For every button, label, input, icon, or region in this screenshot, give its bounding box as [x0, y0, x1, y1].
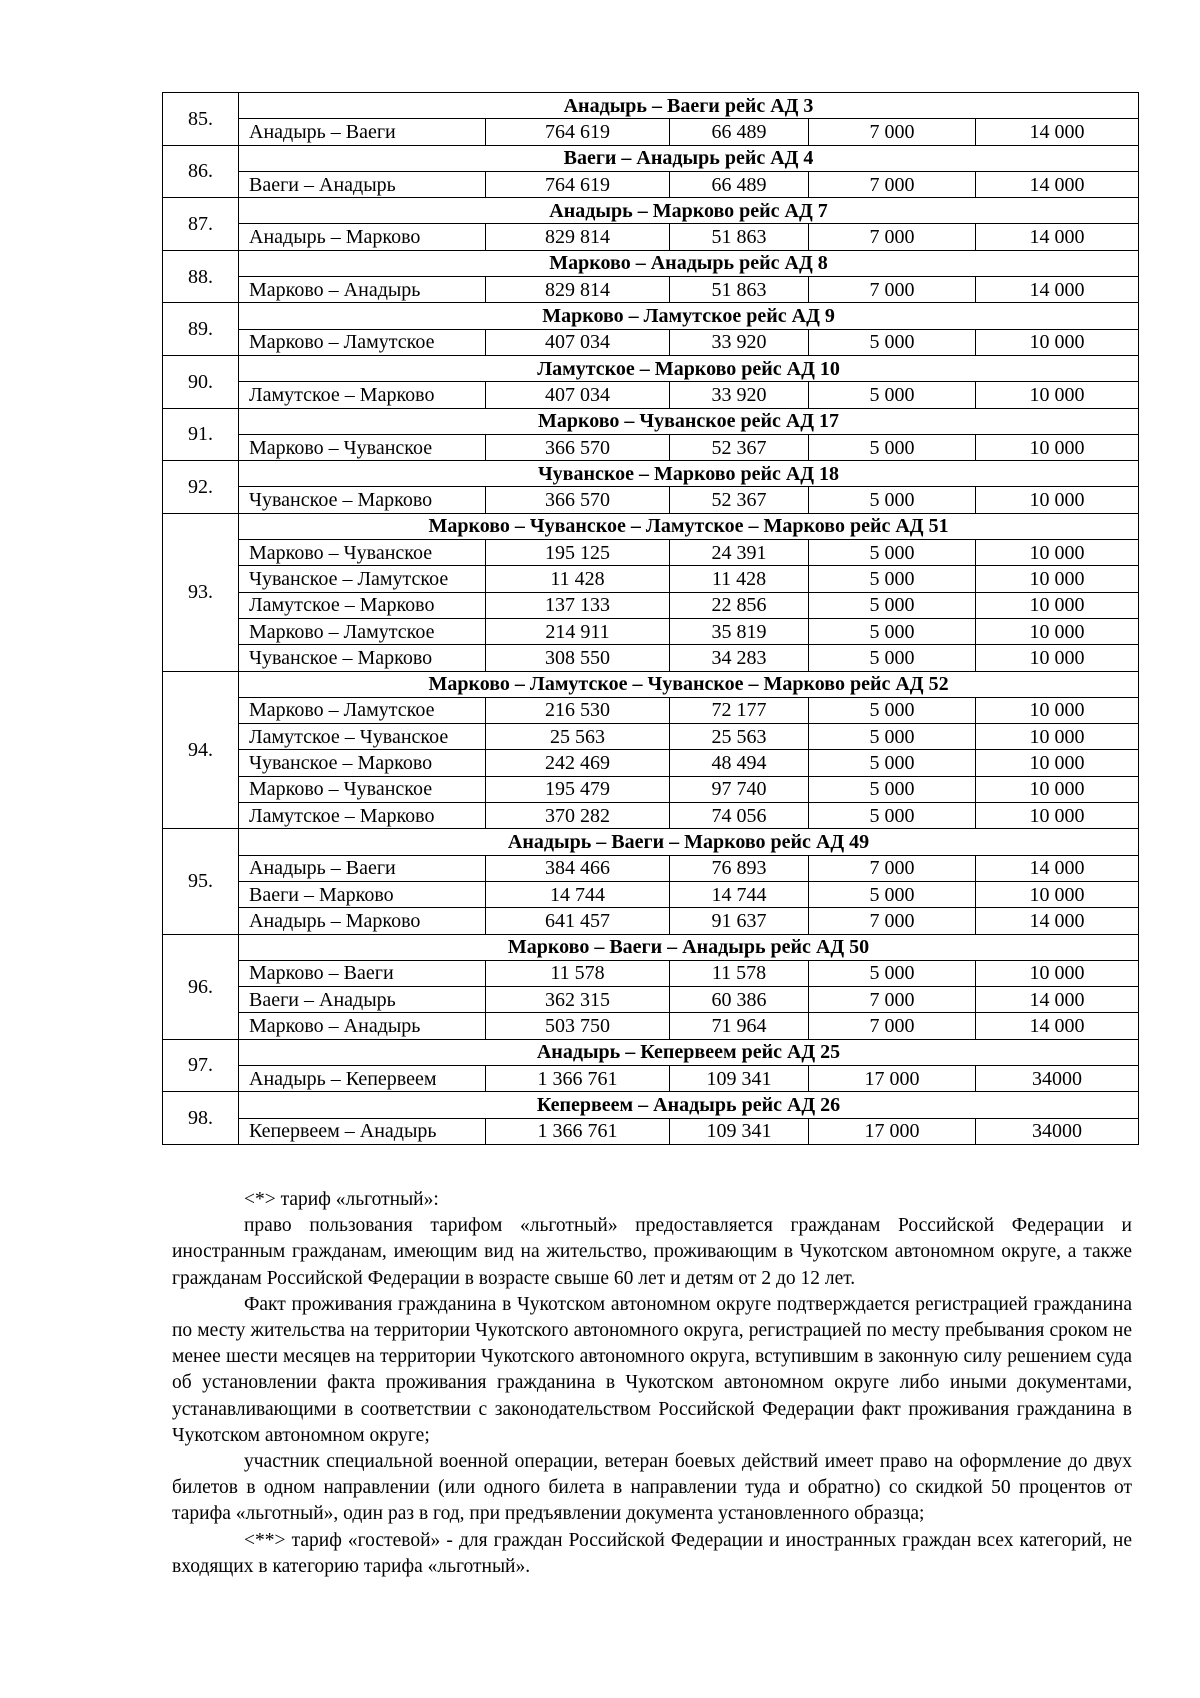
value-cell-2: 11 428 — [670, 566, 809, 592]
route-cell: Ваеги – Анадырь — [239, 171, 486, 197]
flight-title: Марково – Ламутское рейс АД 9 — [239, 303, 1139, 329]
route-cell: Кепервеем – Анадырь — [239, 1118, 486, 1144]
value-cell-2: 76 893 — [670, 855, 809, 881]
route-cell: Марково – Чуванское — [239, 540, 486, 566]
route-cell: Марково – Чуванское — [239, 776, 486, 802]
value-cell-2: 72 177 — [670, 697, 809, 723]
value-cell-4: 10 000 — [976, 803, 1139, 829]
row-number: 93. — [163, 513, 239, 671]
route-group-header-row — [163, 671, 1139, 697]
table-row — [163, 1065, 1139, 1091]
value-cell-4: 10 000 — [976, 592, 1139, 618]
row-number: 87. — [163, 198, 239, 251]
value-cell-3: 5 000 — [809, 697, 976, 723]
footnotes — [172, 1187, 1132, 1580]
value-cell-2: 48 494 — [670, 750, 809, 776]
table-row — [163, 224, 1139, 250]
table-row — [163, 987, 1139, 1013]
value-cell-4: 14 000 — [976, 277, 1139, 303]
value-cell-3: 5 000 — [809, 960, 976, 986]
route-cell: Марково – Анадырь — [239, 277, 486, 303]
value-cell-1: 195 479 — [486, 776, 670, 802]
route-cell: Ламутское – Чуванское — [239, 724, 486, 750]
value-cell-1: 137 133 — [486, 592, 670, 618]
value-cell-1: 11 578 — [486, 960, 670, 986]
value-cell-3: 7 000 — [809, 224, 976, 250]
value-cell-3: 5 000 — [809, 776, 976, 802]
value-cell-1: 407 034 — [486, 382, 670, 408]
value-cell-3: 5 000 — [809, 592, 976, 618]
value-cell-1: 308 550 — [486, 645, 670, 671]
value-cell-2: 51 863 — [670, 277, 809, 303]
value-cell-1: 242 469 — [486, 750, 670, 776]
table-row — [163, 1013, 1139, 1039]
table-row — [163, 329, 1139, 355]
table-row — [163, 540, 1139, 566]
route-cell: Ламутское – Марково — [239, 592, 486, 618]
value-cell-3: 7 000 — [809, 908, 976, 934]
value-cell-1: 829 814 — [486, 224, 670, 250]
value-cell-4: 10 000 — [976, 724, 1139, 750]
flight-title: Марково – Чуванское – Ламутское – Марково рейс АД 51 — [239, 513, 1139, 539]
value-cell-3: 5 000 — [809, 618, 976, 644]
value-cell-1: 641 457 — [486, 908, 670, 934]
value-cell-2: 109 341 — [670, 1065, 809, 1091]
route-group-header-row — [163, 250, 1139, 276]
value-cell-3: 5 000 — [809, 881, 976, 907]
value-cell-1: 366 570 — [486, 434, 670, 460]
route-cell: Марково – Чуванское — [239, 434, 486, 460]
route-cell: Марково – Ламутское — [239, 618, 486, 644]
flight-title: Кепервеем – Анадырь рейс АД 26 — [239, 1092, 1139, 1118]
row-number: 96. — [163, 934, 239, 1039]
value-cell-1: 11 428 — [486, 566, 670, 592]
value-cell-4: 10 000 — [976, 618, 1139, 644]
value-cell-2: 35 819 — [670, 618, 809, 644]
value-cell-1: 764 619 — [486, 119, 670, 145]
route-cell: Анадырь – Ваеги — [239, 855, 486, 881]
route-group-header-row — [163, 829, 1139, 855]
table-row — [163, 618, 1139, 644]
value-cell-2: 52 367 — [670, 434, 809, 460]
table-row — [163, 1118, 1139, 1144]
table-row — [163, 434, 1139, 460]
value-cell-3: 5 000 — [809, 540, 976, 566]
table-row — [163, 750, 1139, 776]
value-cell-3: 7 000 — [809, 119, 976, 145]
flight-title: Анадырь – Ваеги – Марково рейс АД 49 — [239, 829, 1139, 855]
table-row — [163, 487, 1139, 513]
table-row — [163, 277, 1139, 303]
value-cell-1: 25 563 — [486, 724, 670, 750]
value-cell-4: 14 000 — [976, 224, 1139, 250]
tariff-table — [162, 92, 1139, 1145]
value-cell-1: 362 315 — [486, 987, 670, 1013]
value-cell-1: 1 366 761 — [486, 1118, 670, 1144]
value-cell-1: 829 814 — [486, 277, 670, 303]
route-cell: Ваеги – Марково — [239, 881, 486, 907]
flight-title: Ваеги – Анадырь рейс АД 4 — [239, 145, 1139, 171]
route-cell: Анадырь – Марково — [239, 224, 486, 250]
route-group-header-row — [163, 934, 1139, 960]
route-group-header-row — [163, 93, 1139, 119]
note-paragraph: Факт проживания гражданина в Чукотском автономном округе подтверждается регистрацией гражданина по месту жительства на территории Чукотского автономного округа, регистрацией по месту пребывания сроком не менее шести месяцев на территории Чукотского автономного округа, вступившим в законную силу решением суда об установлении факта проживания гражданина в Чукотском автономном округе либо иными документами, устанавливающими в соответствии с законодательством Российской Федерации факт проживания гражданина в Чукотском автономном округе; — [172, 1293, 1132, 1446]
flight-title: Марково – Ламутское – Чуванское – Марково рейс АД 52 — [239, 671, 1139, 697]
value-cell-4: 14 000 — [976, 1013, 1139, 1039]
value-cell-3: 5 000 — [809, 487, 976, 513]
route-cell: Марково – Ваеги — [239, 960, 486, 986]
value-cell-2: 91 637 — [670, 908, 809, 934]
value-cell-1: 370 282 — [486, 803, 670, 829]
route-group-header-row — [163, 145, 1139, 171]
value-cell-3: 7 000 — [809, 1013, 976, 1039]
row-number: 86. — [163, 145, 239, 198]
route-cell: Ваеги – Анадырь — [239, 987, 486, 1013]
row-number: 95. — [163, 829, 239, 934]
table-row — [163, 382, 1139, 408]
value-cell-2: 60 386 — [670, 987, 809, 1013]
route-cell: Анадырь – Кепервеем — [239, 1065, 486, 1091]
flight-title: Анадырь – Ваеги рейс АД 3 — [239, 93, 1139, 119]
row-number: 89. — [163, 303, 239, 356]
value-cell-3: 17 000 — [809, 1065, 976, 1091]
value-cell-3: 5 000 — [809, 750, 976, 776]
flight-title: Ламутское – Марково рейс АД 10 — [239, 355, 1139, 381]
value-cell-4: 10 000 — [976, 776, 1139, 802]
value-cell-2: 22 856 — [670, 592, 809, 618]
table-row — [163, 566, 1139, 592]
value-cell-4: 10 000 — [976, 329, 1139, 355]
flight-title: Анадырь – Марково рейс АД 7 — [239, 198, 1139, 224]
route-cell: Чуванское – Ламутское — [239, 566, 486, 592]
value-cell-3: 5 000 — [809, 724, 976, 750]
route-group-header-row — [163, 1039, 1139, 1065]
value-cell-4: 10 000 — [976, 434, 1139, 460]
route-cell: Марково – Ламутское — [239, 697, 486, 723]
route-cell: Марково – Ламутское — [239, 329, 486, 355]
value-cell-3: 5 000 — [809, 566, 976, 592]
value-cell-1: 503 750 — [486, 1013, 670, 1039]
flight-title: Марково – Чуванское рейс АД 17 — [239, 408, 1139, 434]
flight-title: Чуванское – Марково рейс АД 18 — [239, 461, 1139, 487]
value-cell-1: 214 911 — [486, 618, 670, 644]
table-row — [163, 803, 1139, 829]
value-cell-3: 7 000 — [809, 855, 976, 881]
value-cell-4: 10 000 — [976, 382, 1139, 408]
value-cell-3: 17 000 — [809, 1118, 976, 1144]
flight-title: Марково – Анадырь рейс АД 8 — [239, 250, 1139, 276]
route-group-header-row — [163, 303, 1139, 329]
route-cell: Ламутское – Марково — [239, 382, 486, 408]
value-cell-4: 14 000 — [976, 987, 1139, 1013]
value-cell-4: 10 000 — [976, 487, 1139, 513]
table-row — [163, 960, 1139, 986]
value-cell-3: 5 000 — [809, 382, 976, 408]
value-cell-2: 24 391 — [670, 540, 809, 566]
row-number: 88. — [163, 250, 239, 303]
route-group-header-row — [163, 513, 1139, 539]
value-cell-4: 10 000 — [976, 697, 1139, 723]
value-cell-2: 66 489 — [670, 171, 809, 197]
route-group-header-row — [163, 1092, 1139, 1118]
row-number: 90. — [163, 355, 239, 408]
value-cell-1: 384 466 — [486, 855, 670, 881]
value-cell-1: 407 034 — [486, 329, 670, 355]
note-paragraph: право пользования тарифом «льготный» предоставляется гражданам Российской Федерации и иностранным гражданам, имеющим вид на жительство, проживающим в Чукотском автономном округе, а также гражданам Российской Федерации в возрасте свыше 60 лет и детям от 2 до 12 лет. — [172, 1215, 1132, 1289]
flight-title: Анадырь – Кепервеем рейс АД 25 — [239, 1039, 1139, 1065]
table-row — [163, 776, 1139, 802]
value-cell-1: 216 530 — [486, 697, 670, 723]
route-cell: Чуванское – Марково — [239, 750, 486, 776]
row-number: 85. — [163, 93, 239, 146]
value-cell-2: 25 563 — [670, 724, 809, 750]
value-cell-1: 1 366 761 — [486, 1065, 670, 1091]
value-cell-2: 52 367 — [670, 487, 809, 513]
row-number: 92. — [163, 461, 239, 514]
value-cell-4: 10 000 — [976, 750, 1139, 776]
route-cell: Анадырь – Марково — [239, 908, 486, 934]
row-number: 91. — [163, 408, 239, 461]
table-row — [163, 724, 1139, 750]
table-row — [163, 881, 1139, 907]
value-cell-1: 764 619 — [486, 171, 670, 197]
value-cell-2: 11 578 — [670, 960, 809, 986]
value-cell-4: 14 000 — [976, 171, 1139, 197]
flight-title: Марково – Ваеги – Анадырь рейс АД 50 — [239, 934, 1139, 960]
value-cell-2: 33 920 — [670, 329, 809, 355]
value-cell-2: 14 744 — [670, 881, 809, 907]
value-cell-1: 366 570 — [486, 487, 670, 513]
row-number: 94. — [163, 671, 239, 829]
table-row — [163, 908, 1139, 934]
value-cell-4: 14 000 — [976, 908, 1139, 934]
value-cell-4: 14 000 — [976, 119, 1139, 145]
note-paragraph: <*> тариф «льготный»: — [244, 1189, 439, 1210]
value-cell-3: 5 000 — [809, 645, 976, 671]
route-group-header-row — [163, 408, 1139, 434]
note-paragraph: <**> тариф «гостевой» - для граждан Российской Федерации и иностранных граждан всех категорий, не входящих в категорию тарифа «льготный». — [172, 1529, 1132, 1577]
value-cell-3: 7 000 — [809, 277, 976, 303]
value-cell-2: 109 341 — [670, 1118, 809, 1144]
table-row — [163, 592, 1139, 618]
row-number: 97. — [163, 1039, 239, 1092]
value-cell-2: 33 920 — [670, 382, 809, 408]
row-number: 98. — [163, 1092, 239, 1145]
route-cell: Чуванское – Марково — [239, 487, 486, 513]
value-cell-4: 34000 — [976, 1065, 1139, 1091]
value-cell-4: 10 000 — [976, 540, 1139, 566]
value-cell-4: 10 000 — [976, 960, 1139, 986]
value-cell-4: 10 000 — [976, 881, 1139, 907]
value-cell-3: 7 000 — [809, 987, 976, 1013]
value-cell-4: 10 000 — [976, 566, 1139, 592]
table-row — [163, 855, 1139, 881]
table-row — [163, 119, 1139, 145]
value-cell-2: 66 489 — [670, 119, 809, 145]
route-group-header-row — [163, 461, 1139, 487]
value-cell-3: 7 000 — [809, 171, 976, 197]
value-cell-4: 14 000 — [976, 855, 1139, 881]
table-row — [163, 697, 1139, 723]
value-cell-2: 74 056 — [670, 803, 809, 829]
value-cell-2: 71 964 — [670, 1013, 809, 1039]
value-cell-1: 195 125 — [486, 540, 670, 566]
route-cell: Марково – Анадырь — [239, 1013, 486, 1039]
value-cell-2: 51 863 — [670, 224, 809, 250]
table-row — [163, 645, 1139, 671]
route-cell: Анадырь – Ваеги — [239, 119, 486, 145]
table-row — [163, 171, 1139, 197]
tariff-body — [163, 93, 1139, 1145]
value-cell-3: 5 000 — [809, 329, 976, 355]
value-cell-2: 34 283 — [670, 645, 809, 671]
route-cell: Чуванское – Марково — [239, 645, 486, 671]
value-cell-1: 14 744 — [486, 881, 670, 907]
route-group-header-row — [163, 355, 1139, 381]
value-cell-3: 5 000 — [809, 803, 976, 829]
value-cell-2: 97 740 — [670, 776, 809, 802]
value-cell-4: 10 000 — [976, 645, 1139, 671]
route-cell: Ламутское – Марково — [239, 803, 486, 829]
note-paragraph: участник специальной военной операции, ветеран боевых действий имеет право на оформление до двух билетов в одном направлении (или одного билета в направлении туда и обратно) со скидкой 50 процентов от тарифа «льготный», один раз в год, при предъявлении документа установленного образца; — [172, 1451, 1132, 1525]
value-cell-3: 5 000 — [809, 434, 976, 460]
route-group-header-row — [163, 198, 1139, 224]
value-cell-4: 34000 — [976, 1118, 1139, 1144]
